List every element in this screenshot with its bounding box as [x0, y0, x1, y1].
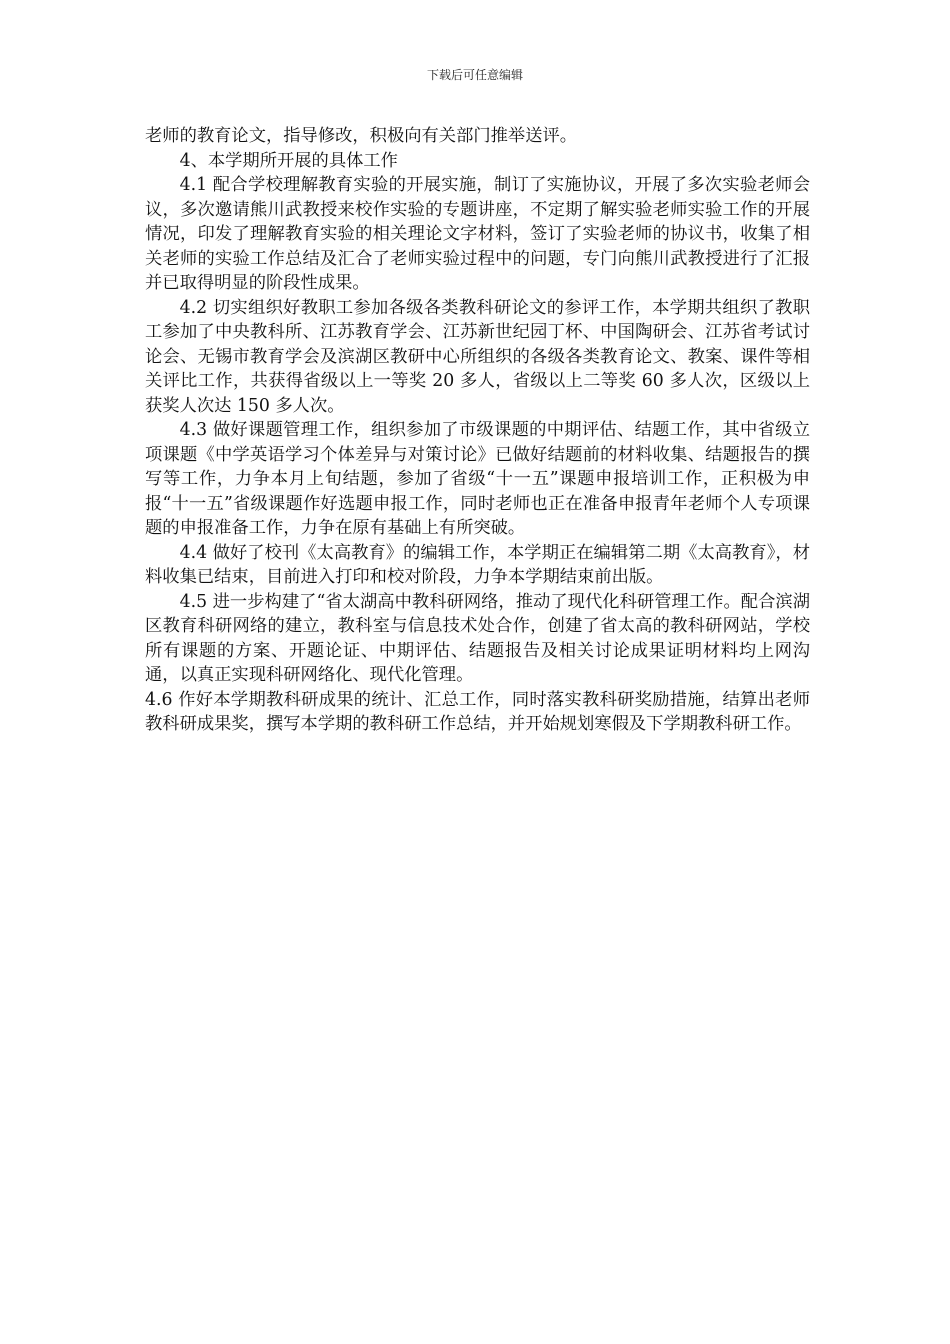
paragraph-4-6: 4.6 作好本学期教科研成果的统计、汇总工作，同时落实教科研奖励措施，结算出老师教科研成果奖，撰写本学期的教科研工作总结，并开始规划寒假及下学期教科研工作。 — [145, 689, 810, 734]
paragraph-4-3: 4.3 做好课题管理工作，组织参加了市级课题的中期评估、结题工作，其中省级立项课题《中学英语学习个体差异与对策讨论》已做好结题前的材料收集、结题报告的撰写等工作，力争本月上旬结题，参加了省级“十一五”课题申报培训工作，正积极为申报“十一五”省级课题作好选题申报工作，同时老师也正在准备申报青年老师个人专项课题的申报准备工作，力争在原有基础上有所突破。 — [145, 420, 810, 538]
paragraph-continuation: 老师的教育论文，指导修改，积极向有关部门推举送评。 — [145, 126, 578, 146]
paragraph-4-5: 4.5 进一步构建了“省太湖高中教科研网络，推动了现代化科研管理工作。配合滨湖区教育科研网络的建立，教科室与信息技术处合作，创建了省太高的教科研网站，学校所有课题的方案、开题论证、中期评估、结题报告及相关讨论成果证明材料均上网沟通，以真正实现科研网络化、现代化管理。 — [145, 591, 810, 685]
document-body — [145, 124, 810, 737]
paragraph-4-1: 4.1 配合学校理解教育实验的开展实施，制订了实施协议，开展了多次实验老师会议，多次邀请熊川武教授来校作实验的专题讲座，不定期了解实验老师实验工作的开展情况，印发了理解教育实验的相关理论文字材料，签订了实验老师的协议书，收集了相关老师的实验工作总结及汇合了老师实验过程中的问题，专门向熊川武教授进行了汇报并已取得明显的阶段性成果。 — [145, 175, 810, 293]
page-header: 下载后可任意编辑 — [426, 68, 523, 82]
paragraph-4-2: 4.2 切实组织好教职工参加各级各类教科研论文的参评工作，本学期共组织了教职工参加了中央教科所、江苏教育学会、江苏新世纪园丁杯、中国陶研会、江苏省考试讨论会、无锡市教育学会及滨湖区教研中心所组织的各级各类教育论文、教案、课件等相关评比工作，共获得省级以上一等奖 20 多人，省级以上二等奖 60 多人次，区级以上获奖人次达 150 多人次。 — [145, 297, 810, 416]
section-heading: 4、本学期所开展的具体工作 — [179, 150, 398, 171]
paragraph-4-4: 4.4 做好了校刊《太高教育》的编辑工作，本学期正在编辑第二期《太高教育》，材料收集已结束，目前进入打印和校对阶段，力争本学期结束前出版。 — [145, 542, 810, 587]
